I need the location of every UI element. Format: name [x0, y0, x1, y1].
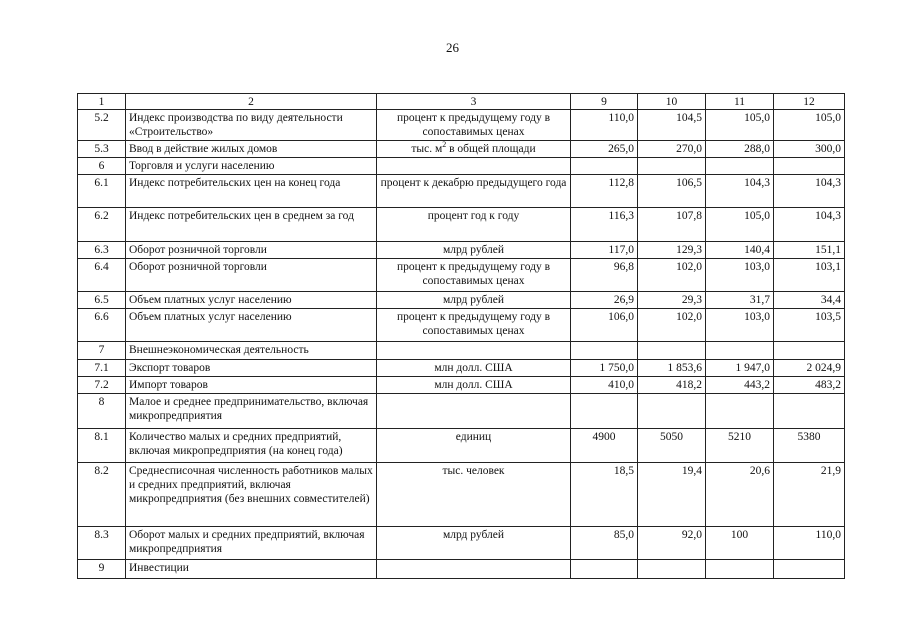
header-cell: 9 [571, 94, 638, 110]
value-10: 1 853,6 [638, 360, 706, 377]
unit-cell [377, 158, 571, 175]
value-10: 418,2 [638, 377, 706, 394]
value-10: 5050 [638, 429, 706, 463]
value-12: 300,0 [774, 141, 845, 158]
header-cell: 2 [126, 94, 377, 110]
value-12: 104,3 [774, 175, 845, 208]
table-row [78, 292, 845, 309]
value-9: 26,9 [571, 292, 638, 309]
value-9 [571, 560, 638, 579]
row-number: 5.3 [78, 141, 126, 158]
row-number: 6.1 [78, 175, 126, 208]
value-10 [638, 158, 706, 175]
table-row [78, 158, 845, 175]
value-10: 19,4 [638, 463, 706, 527]
row-number: 6 [78, 158, 126, 175]
value-10 [638, 394, 706, 429]
table-row [78, 342, 845, 360]
table-row [78, 429, 845, 463]
table-row [78, 527, 845, 560]
row-number: 6.3 [78, 242, 126, 259]
header-row [78, 94, 845, 110]
indicator-name: Ввод в действие жилых домов [126, 141, 377, 158]
table-row [78, 360, 845, 377]
indicator-name: Индекс потребительских цен в среднем за год [126, 208, 377, 242]
section-name: Внешнеэкономическая деятельность [126, 342, 377, 360]
value-12: 5380 [774, 429, 845, 463]
value-12: 151,1 [774, 242, 845, 259]
value-12: 110,0 [774, 527, 845, 560]
row-number: 8.2 [78, 463, 126, 527]
value-11: 103,0 [706, 309, 774, 342]
unit-cell [377, 394, 571, 429]
value-11: 288,0 [706, 141, 774, 158]
value-9: 110,0 [571, 110, 638, 141]
unit-cell: тыс. человек [377, 463, 571, 527]
unit-cell: процент к предыдущему году в сопоставимых ценах [377, 309, 571, 342]
row-number: 5.2 [78, 110, 126, 141]
table-row [78, 309, 845, 342]
table-row [78, 208, 845, 242]
value-10: 270,0 [638, 141, 706, 158]
value-12: 103,5 [774, 309, 845, 342]
row-number: 6.5 [78, 292, 126, 309]
value-9: 4900 [571, 429, 638, 463]
unit-main: тыс. м [411, 143, 443, 155]
table-row [78, 394, 845, 429]
value-12: 2 024,9 [774, 360, 845, 377]
table-row [78, 259, 845, 292]
table-row [78, 560, 845, 579]
value-12: 21,9 [774, 463, 845, 527]
value-9: 18,5 [571, 463, 638, 527]
indicators-table [77, 93, 845, 579]
value-11: 31,7 [706, 292, 774, 309]
value-11 [706, 158, 774, 175]
value-11: 100 [706, 527, 774, 560]
unit-cell: млн долл. США [377, 360, 571, 377]
value-10: 106,5 [638, 175, 706, 208]
value-11: 1 947,0 [706, 360, 774, 377]
value-11: 5210 [706, 429, 774, 463]
indicator-name: Среднесписочная численность работников малых и средних предприятий, включая микропредприятия (без внешних совместителей) [126, 463, 377, 527]
value-11: 105,0 [706, 208, 774, 242]
indicator-name: Индекс потребительских цен на конец года [126, 175, 377, 208]
row-number: 8.1 [78, 429, 126, 463]
table-row [78, 377, 845, 394]
value-11 [706, 560, 774, 579]
table-row [78, 463, 845, 527]
value-12 [774, 560, 845, 579]
value-9: 265,0 [571, 141, 638, 158]
unit-cell: процент год к году [377, 208, 571, 242]
header-cell: 10 [638, 94, 706, 110]
value-10: 102,0 [638, 259, 706, 292]
header-cell: 1 [78, 94, 126, 110]
unit-cell [377, 560, 571, 579]
section-name: Инвестиции [126, 560, 377, 579]
value-10: 102,0 [638, 309, 706, 342]
table-row [78, 242, 845, 259]
section-name: Малое и среднее предпринимательство, включая микропредприятия [126, 394, 377, 429]
value-12: 34,4 [774, 292, 845, 309]
value-10: 29,3 [638, 292, 706, 309]
indicator-name: Импорт товаров [126, 377, 377, 394]
value-11 [706, 394, 774, 429]
value-12 [774, 158, 845, 175]
value-12: 105,0 [774, 110, 845, 141]
indicator-name: Оборот розничной торговли [126, 259, 377, 292]
row-number: 6.6 [78, 309, 126, 342]
row-number: 8 [78, 394, 126, 429]
table-row [78, 141, 845, 158]
value-9: 410,0 [571, 377, 638, 394]
row-number: 7 [78, 342, 126, 360]
indicator-name: Оборот розничной торговли [126, 242, 377, 259]
value-9: 116,3 [571, 208, 638, 242]
indicator-name: Индекс производства по виду деятельности «Строительство» [126, 110, 377, 141]
row-number: 7.2 [78, 377, 126, 394]
value-11 [706, 342, 774, 360]
value-9 [571, 394, 638, 429]
indicator-name: Объем платных услуг населению [126, 292, 377, 309]
value-9: 96,8 [571, 259, 638, 292]
value-10 [638, 560, 706, 579]
unit-superscript: 2 [442, 140, 447, 150]
value-11: 104,3 [706, 175, 774, 208]
value-9 [571, 158, 638, 175]
unit-cell: млрд рублей [377, 242, 571, 259]
value-12: 483,2 [774, 377, 845, 394]
value-10: 129,3 [638, 242, 706, 259]
unit-cell [377, 342, 571, 360]
unit-cell: млн долл. США [377, 377, 571, 394]
value-12: 104,3 [774, 208, 845, 242]
unit-cell [377, 141, 571, 158]
value-12: 103,1 [774, 259, 845, 292]
header-cell: 12 [774, 94, 845, 110]
value-10: 92,0 [638, 527, 706, 560]
row-number: 6.4 [78, 259, 126, 292]
unit-cell: млрд рублей [377, 292, 571, 309]
value-10: 104,5 [638, 110, 706, 141]
value-10 [638, 342, 706, 360]
unit-cell: процент к предыдущему году в сопоставимых ценах [377, 259, 571, 292]
indicator-name: Количество малых и средних предприятий, включая микропредприятия (на конец года) [126, 429, 377, 463]
unit-tail: в общей площади [446, 143, 536, 155]
header-cell: 3 [377, 94, 571, 110]
value-9: 117,0 [571, 242, 638, 259]
indicator-name: Объем платных услуг населению [126, 309, 377, 342]
value-11: 140,4 [706, 242, 774, 259]
row-number: 6.2 [78, 208, 126, 242]
value-10: 107,8 [638, 208, 706, 242]
value-12 [774, 394, 845, 429]
indicator-name: Оборот малых и средних предприятий, включая микропредприятия [126, 527, 377, 560]
value-9: 85,0 [571, 527, 638, 560]
value-11: 105,0 [706, 110, 774, 141]
unit-cell: единиц [377, 429, 571, 463]
table-row [78, 110, 845, 141]
value-12 [774, 342, 845, 360]
row-number: 9 [78, 560, 126, 579]
header-cell: 11 [706, 94, 774, 110]
value-11: 20,6 [706, 463, 774, 527]
value-11: 103,0 [706, 259, 774, 292]
page-number: 26 [446, 40, 459, 55]
unit-cell: млрд рублей [377, 527, 571, 560]
value-11: 443,2 [706, 377, 774, 394]
value-9: 1 750,0 [571, 360, 638, 377]
unit-cell: процент к предыдущему году в сопоставимых ценах [377, 110, 571, 141]
unit-cell: процент к декабрю предыдущего года [377, 175, 571, 208]
indicator-name: Экспорт товаров [126, 360, 377, 377]
value-9: 112,8 [571, 175, 638, 208]
row-number: 8.3 [78, 527, 126, 560]
table-row [78, 175, 845, 208]
value-9: 106,0 [571, 309, 638, 342]
section-name: Торговля и услуги населению [126, 158, 377, 175]
row-number: 7.1 [78, 360, 126, 377]
value-9 [571, 342, 638, 360]
